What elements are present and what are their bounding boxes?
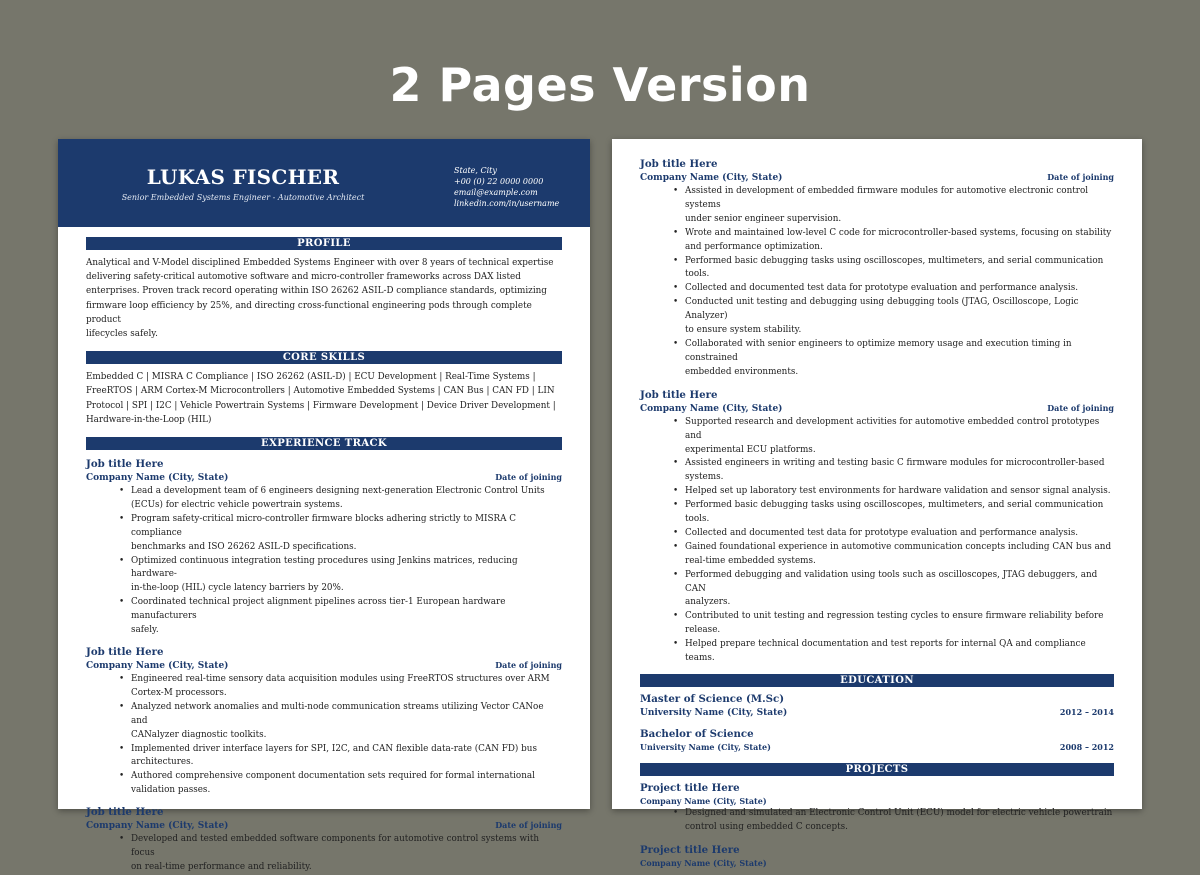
bullet-line: tools. <box>685 514 710 525</box>
education-heading: EDUCATION <box>640 674 1114 687</box>
bullet-line: Performed basic debugging tasks using oscilloscopes, multimeters, and serial communication <box>685 255 1104 266</box>
skills-line: Hardware-in-the-Loop (HIL) <box>86 414 212 425</box>
job-bullet <box>685 185 1114 227</box>
job-bullet <box>685 610 1114 638</box>
profile-line: delivering safety-critical automotive software and micro-controller frameworks across DAX listed <box>86 272 521 283</box>
bullet-line: Performed basic debugging tasks using oscilloscopes, multimeters, and serial communication <box>685 500 1104 511</box>
bullet-line: Performed debugging and validation using tools such as oscilloscopes, JTAG debuggers, and CAN <box>685 569 1098 594</box>
university-line <box>640 741 1114 754</box>
bullet-line: Optimized continuous integration testing procedures using Jenkins matrices, reducing hardware- <box>131 555 518 580</box>
job-company: Company Name (City, State) <box>640 403 783 414</box>
bullet-line: Analyzed network anomalies and multi-node communication streams utilizing Vector CANoe and <box>131 701 544 726</box>
job-company: Company Name (City, State) <box>86 661 229 671</box>
job-bullet <box>685 541 1114 569</box>
job-entry <box>640 158 1114 380</box>
job-bullet <box>131 673 562 701</box>
job-date: Date of joining <box>495 820 562 831</box>
job-title: Job title Here <box>640 388 718 401</box>
bullet-line: validation passes. <box>131 785 211 796</box>
contact-block <box>454 165 559 209</box>
job-company-line <box>640 402 1114 416</box>
profile-text <box>86 256 562 341</box>
project-title: Project title Here <box>640 782 740 794</box>
job-bullet <box>131 701 562 743</box>
job-bullet <box>685 485 1114 499</box>
bullet-line: Cortex-M processors. <box>131 687 227 698</box>
profile-line: lifecycles safely. <box>86 329 158 340</box>
projects-heading: PROJECTS <box>640 763 1114 776</box>
skills-line: Protocol | SPI | I2C | Vehicle Powertrain Systems | Firmware Development | Device Driver Development | <box>86 400 556 411</box>
bullet-line: Developed and tested embedded software components for automotive control systems with focus <box>131 834 540 859</box>
job-bullet <box>685 227 1114 255</box>
profile-line: firmware loop efficiency by 25%, and directing cross-functional engineering pods through complete product <box>86 300 532 325</box>
candidate-name: LUKAS FISCHER <box>146 165 340 189</box>
candidate-subtitle: Senior Embedded Systems Engineer - Automotive Architect <box>121 193 365 202</box>
resume-page-2 <box>612 139 1142 868</box>
job-date: Date of joining <box>1047 172 1114 182</box>
bullet-line: in-the-loop (HIL) cycle latency barriers by 20%. <box>131 583 344 594</box>
bullet-line: Assisted in development of embedded firmware modules for automotive electronic control systems <box>685 186 1089 210</box>
job-bullets <box>86 673 562 798</box>
bullet-line: safely. <box>131 625 159 636</box>
bullet-line: and performance optimization. <box>685 241 823 252</box>
bullet-line: real-time embedded systems. <box>685 555 816 566</box>
bullet-line: experimental ECU platforms. <box>685 444 816 455</box>
bullet-line: Wrote and maintained low-level C code for microcontroller-based systems, focusing on stability <box>685 227 1112 238</box>
headline: 2 Pages Version <box>389 58 811 112</box>
job-title: Job title Here <box>86 806 164 819</box>
resume-page-1 <box>58 139 590 872</box>
contact-email: email@example.com <box>454 188 538 197</box>
bullet-line: tools. <box>685 269 710 280</box>
project-entry <box>640 782 1114 835</box>
job-bullet <box>685 282 1114 296</box>
job-company-line <box>86 819 562 833</box>
resume-header <box>58 139 590 227</box>
job-company-line <box>86 659 562 673</box>
job-bullet <box>685 527 1114 541</box>
contact-phone: +00 (0) 22 0000 0000 <box>454 177 544 186</box>
job-entry <box>640 389 1114 666</box>
bullet-line: Implemented driver interface layers for SPI, I2C, and CAN flexible data-rate (CAN FD) bus <box>131 743 537 754</box>
education-entry <box>640 728 1114 754</box>
bullet-line: Collected and documented test data for prototype evaluation and performance analysis. <box>685 527 1079 538</box>
bullet-line: Gained foundational experience in automotive communication concepts including CAN bus and <box>685 541 1112 552</box>
job-bullet <box>131 485 562 513</box>
bullet-line: release. <box>685 625 721 636</box>
bullet-line: Contributed to unit testing and regression testing cycles to ensure firmware reliability before <box>685 611 1104 622</box>
job-bullet <box>685 416 1114 458</box>
bullet-line: Assisted engineers in writing and testing basic C firmware modules for microcontroller-based <box>685 458 1105 469</box>
job-company-line <box>640 171 1114 185</box>
education-entry <box>640 693 1114 720</box>
job-bullet <box>131 555 562 597</box>
project-title: Project title Here <box>640 843 740 856</box>
contact-location: State, City <box>454 166 497 175</box>
job-entry <box>86 458 562 638</box>
education-years: 2012 – 2014 <box>1059 707 1114 717</box>
bullet-line: to ensure system stability. <box>685 325 802 336</box>
job-bullet <box>685 638 1114 666</box>
job-bullet <box>131 770 562 798</box>
bullet-line: Supported research and development activities for automotive embedded control prototypes and <box>685 416 1100 441</box>
job-bullet <box>685 499 1114 527</box>
job-company: Company Name (City, State) <box>640 173 783 183</box>
job-bullet <box>131 513 562 555</box>
university-name: University Name (City, State) <box>640 708 788 718</box>
university-line <box>640 706 1114 720</box>
project-entry <box>640 844 1114 869</box>
job-entry <box>86 646 562 798</box>
job-company: Company Name (City, State) <box>86 821 229 832</box>
job-company-line <box>86 471 562 485</box>
degree-title: Master of Science (M.Sc) <box>640 693 785 705</box>
job-bullets <box>86 833 562 875</box>
project-bullets <box>640 807 1114 835</box>
job-bullet <box>685 338 1114 380</box>
bullet-line: (ECUs) for electric vehicle powertrain systems. <box>131 499 343 510</box>
job-title: Job title Here <box>86 646 164 658</box>
bullet-line: under senior engineer supervision. <box>685 213 842 224</box>
job-company: Company Name (City, State) <box>86 473 229 484</box>
job-bullet <box>685 255 1114 283</box>
bullet-line: benchmarks and ISO 26262 ASIL-D specifications. <box>131 541 357 552</box>
project-company: Company Name (City, State) <box>640 796 767 806</box>
bullet-line: Collected and documented test data for prototype evaluation and performance analysis. <box>685 283 1079 294</box>
skills-line: Embedded C | MISRA C Compliance | ISO 26262 (ASIL-D) | ECU Development | Real-Time Systems | <box>86 372 536 383</box>
skills-line: FreeRTOS | ARM Cortex-M Microcontrollers | Automotive Embedded Systems | CAN Bus | CAN FD | LIN <box>86 386 555 397</box>
project-company-line <box>640 857 1114 869</box>
skills-heading: CORE SKILLS <box>86 351 562 364</box>
bullet-line: Authored comprehensive component documentation sets required for formal international <box>131 771 535 782</box>
job-title: Job title Here <box>640 158 718 170</box>
job-bullet <box>131 833 562 875</box>
job-date: Date of joining <box>495 472 562 483</box>
job-bullets <box>640 416 1114 666</box>
profile-line: enterprises. Proven track record operating within ISO 26262 ASIL-D compliance standards, optimizing <box>86 286 547 297</box>
bullet-line: on real-time performance and reliability. <box>131 861 312 872</box>
bullet-line: architectures. <box>131 757 194 768</box>
bullet-line: Program safety-critical micro-controller firmware blocks adhering strictly to MISRA C compliance <box>131 513 517 538</box>
bullet-line: systems. <box>685 472 724 483</box>
bullet-line: Helped prepare technical documentation and test reports for internal QA and compliance teams. <box>685 639 1086 664</box>
job-title: Job title Here <box>86 458 164 471</box>
job-bullet <box>685 457 1114 485</box>
job-bullets <box>86 485 562 638</box>
profile-line: Analytical and V-Model disciplined Embedded Systems Engineer with over 8 years of technical expertise <box>86 258 554 268</box>
bullet-line: Conducted unit testing and debugging using debugging tools (JTAG, Oscilloscope, Logic Analyzer) <box>685 297 1079 322</box>
job-date: Date of joining <box>495 660 562 670</box>
job-date: Date of joining <box>1047 402 1114 413</box>
bullet-line: analyzers. <box>685 597 731 608</box>
bullet-line: Lead a development team of 6 engineers designing next-generation Electronic Control Units <box>131 486 545 497</box>
bullet-line: embedded environments. <box>685 366 799 377</box>
bullet-line: Helped set up laboratory test environments for hardware validation and sensor signal analysis. <box>685 486 1111 497</box>
bullet-line: Coordinated technical project alignment pipelines across tier-1 European hardware manufacturers <box>131 597 506 622</box>
job-bullet <box>131 743 562 771</box>
job-entry <box>86 806 562 875</box>
bullet-line: control using embedded C concepts. <box>685 821 848 832</box>
job-bullet <box>131 596 562 638</box>
education-years: 2008 – 2012 <box>1059 742 1114 752</box>
job-bullet <box>685 569 1114 611</box>
experience-heading: EXPERIENCE TRACK <box>86 437 562 450</box>
project-bullet <box>685 807 1114 835</box>
university-name: University Name (City, State) <box>640 742 771 752</box>
project-company-line <box>640 795 1114 807</box>
bullet-line: CANalyzer diagnostic toolkits. <box>131 729 267 740</box>
bullet-line: Designed and simulated an Electronic Control Unit (ECU) model for electric vehicle powertrain <box>685 808 1113 818</box>
degree-title: Bachelor of Science <box>640 728 754 740</box>
bullet-line: Collaborated with senior engineers to optimize memory usage and execution timing in constrained <box>685 338 1072 363</box>
skills-text <box>86 370 562 427</box>
contact-linkedin: linkedin.com/in/username <box>454 199 560 208</box>
bullet-line: Engineered real-time sensory data acquisition modules using FreeRTOS structures over ARM <box>131 674 550 684</box>
project-company: Company Name (City, State) <box>640 857 767 868</box>
job-bullets <box>640 185 1114 380</box>
profile-heading: PROFILE <box>86 237 562 250</box>
job-bullet <box>685 296 1114 338</box>
